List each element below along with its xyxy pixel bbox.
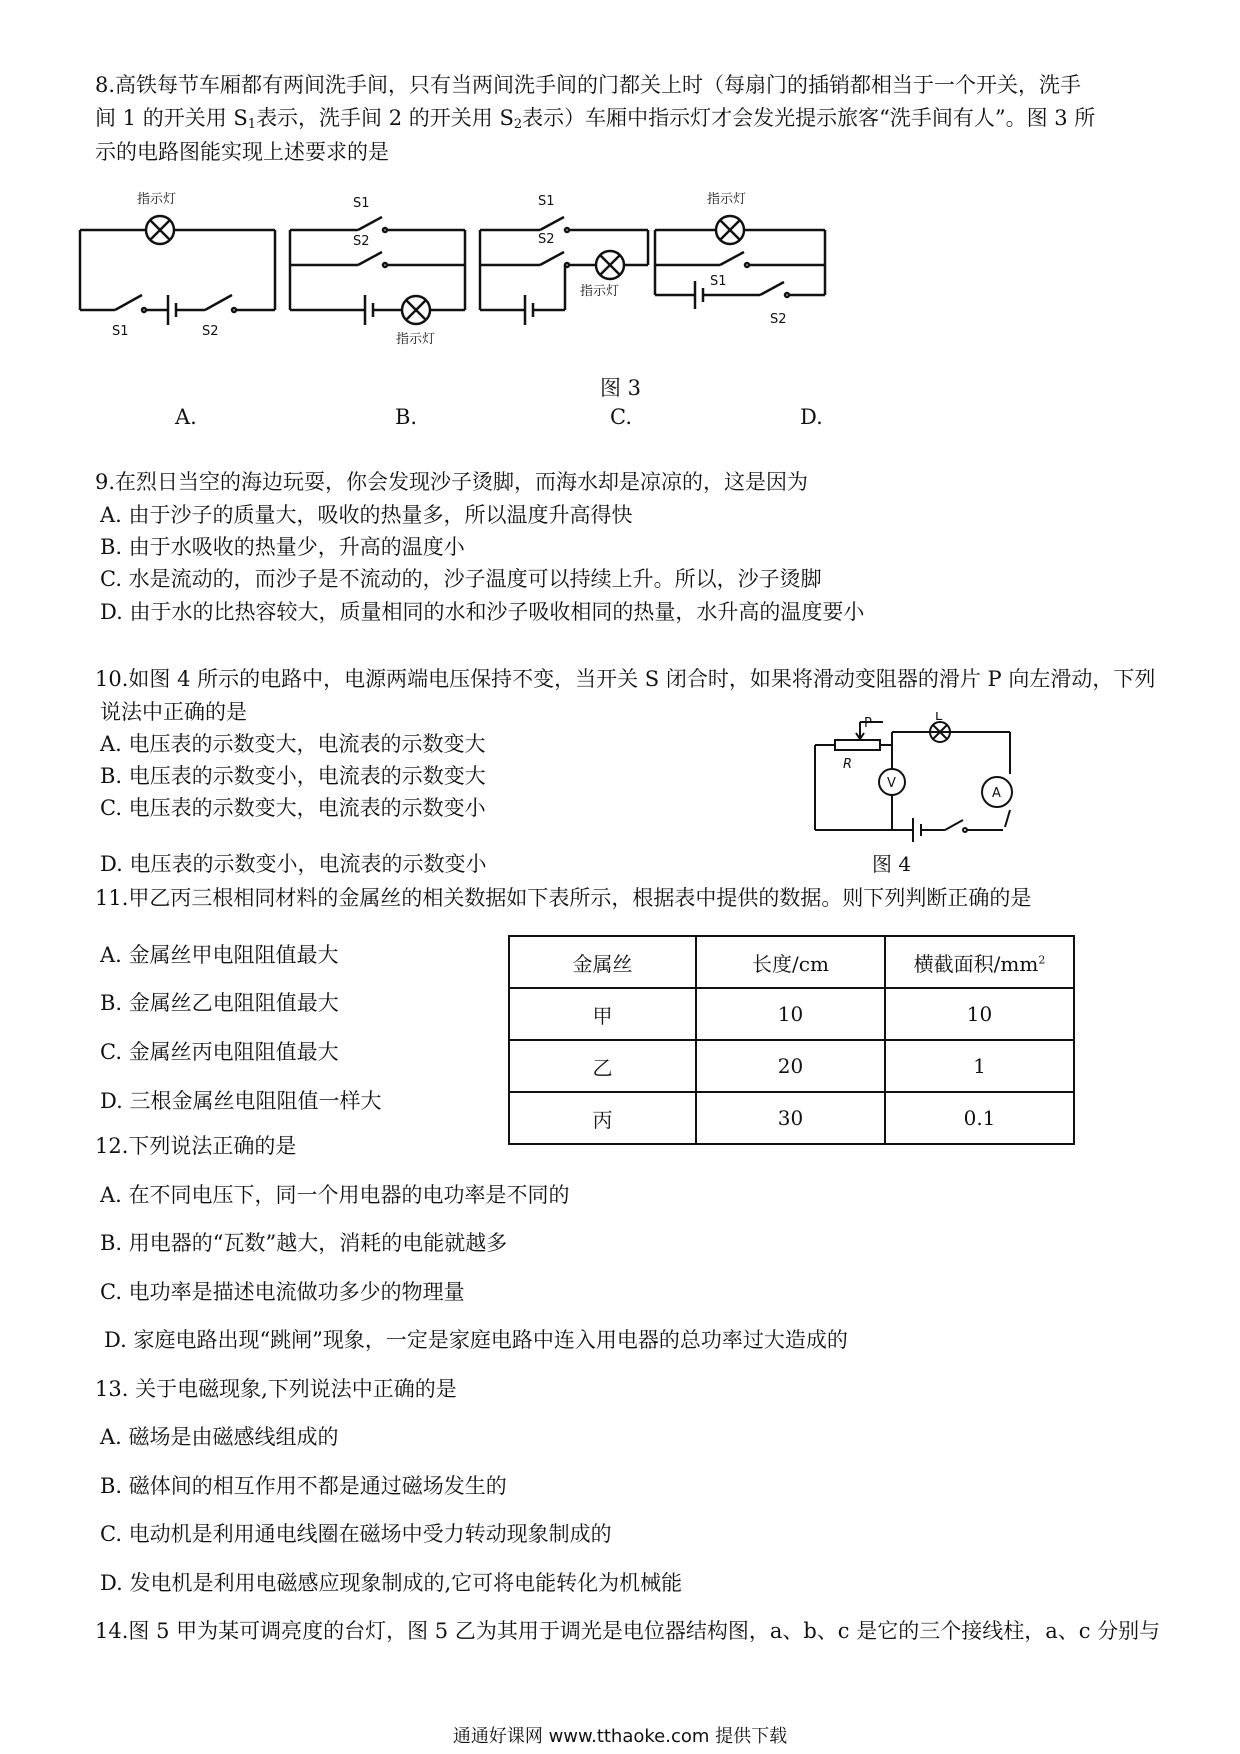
q9-stem: 9.在烈日当空的海边玩耍，你会发现沙子烫脚，而海水却是凉凉的，这是因为 [95,470,809,494]
table-cell: 0.1 [885,1092,1074,1144]
q8-stem-line1: 8.高铁每节车厢都有两间洗手间，只有当两间洗手间的门都关上时（每扇门的插销都相当于一个开关，洗手 [95,73,1082,97]
q13-stem: 13. 关于电磁现象,下列说法中正确的是 [95,1377,457,1401]
q10-stem-line1: 10.如图 4 所示的电路中，电源两端电压保持不变，当开关 S 闭合时，如果将滑动变阻器的滑片 P 向左滑动，下列 [95,667,1156,691]
circuit-b-s2-label: S2 [353,234,370,249]
table-cell: 甲 [509,988,696,1040]
q12-stem: 12.下列说法正确的是 [95,1134,297,1158]
footer-credit: 通通好课网 www.tthaoke.com 提供下载 [452,1726,788,1747]
table-row [509,988,1074,1040]
circuit-b-lamp-label: 指示灯 [396,332,436,347]
figure-3-circuits [70,185,950,355]
q10-option-a: A. 电压表的示数变大，电流表的示数变大 [100,732,486,756]
circuit-a-s1-label: S1 [112,324,129,339]
q9-option-c: C. 水是流动的，而沙子是不流动的，沙子温度可以持续上升。所以，沙子烫脚 [100,567,822,591]
q8-stem-line3: 示的电路图能实现上述要求的是 [95,140,389,164]
q11-option-d: D. 三根金属丝电阻阻值一样大 [100,1089,382,1113]
table-cell: 丙 [509,1092,696,1144]
q14-stem-line1: 14.图 5 甲为某可调亮度的台灯，图 5 乙为其用于调光是电位器结构图，a、b、c 是它的三个接线柱，a、c 分别与 [95,1619,1161,1643]
q12-option-a: A. 在不同电压下，同一个用电器的电功率是不同的 [100,1183,570,1207]
circuit-d-lamp-label: 指示灯 [707,192,747,207]
circuit-a-s2-label: S2 [202,324,219,339]
q8-stem-line2: 间 1 的开关用 $S_1$表示，洗手间 2 的开关用 $S_2$表示）车厢中指示灯才会发光提示旅客“洗手间有人”。图 3 所 [95,106,1096,132]
table-header-cell: 长度/cm [696,936,885,988]
q11-option-a: A. 金属丝甲电阻阻值最大 [100,943,339,967]
circuit-b [290,217,465,325]
table-cell: 30 [696,1092,885,1144]
q10-stem-line2: 说法中正确的是 [100,700,247,724]
circuit-d-s2-label: S2 [770,312,787,327]
q11-stem: 11.甲乙丙三根相同材料的金属丝的相关数据如下表所示，根据表中提供的数据。则下列判断正确的是 [95,886,1032,910]
q8-option-a: A. [175,405,197,429]
q12-option-d: D. 家庭电路出现“跳闸”现象，一定是家庭电路中连入用电器的总功率过大造成的 [104,1328,848,1352]
wire-data-table [508,935,1075,1145]
q13-option-c: C. 电动机是利用通电线圈在磁场中受力转动现象制成的 [100,1522,612,1546]
ammeter-label: A [992,786,1001,801]
circuit-a-lamp-label: 指示灯 [137,192,177,207]
table-header-row [509,936,1074,988]
q11-option-c: C. 金属丝丙电阻阻值最大 [100,1040,339,1064]
q10-option-c: C. 电压表的示数变大，电流表的示数变小 [100,796,486,820]
circuit-b-s1-label: S1 [353,196,370,211]
table-header-cell: 金属丝 [509,936,696,988]
circuit-d [655,216,825,309]
q8-option-d: D. [800,405,823,429]
table-cell: 20 [696,1040,885,1092]
table-cell: 10 [885,988,1074,1040]
q13-option-a: A. 磁场是由磁感线组成的 [100,1425,339,1449]
q13-option-d: D. 发电机是利用电磁感应现象制成的,它可将电能转化为机械能 [100,1571,683,1595]
q9-option-b: B. 由于水吸收的热量少，升高的温度小 [100,535,465,559]
q10-option-b: B. 电压表的示数变小，电流表的示数变大 [100,764,486,788]
circuit-c-lamp-label: 指示灯 [580,284,620,299]
table-cell: 1 [885,1040,1074,1092]
voltmeter-label: V [887,776,896,791]
circuit-d-s1-label: S1 [710,274,727,289]
q12-option-b: B. 用电器的“瓦数”越大，消耗的电能就越多 [100,1231,508,1255]
figure-4-circuit [795,712,1020,842]
q9-option-d: D. 由于水的比热容较大，质量相同的水和沙子吸收相同的热量，水升高的温度要小 [100,600,865,624]
q8-option-c: C. [610,405,632,429]
table-row [509,1040,1074,1092]
circuit-a [80,216,275,325]
figure-4-caption: 图 4 [872,852,912,876]
figure-3-caption: 图 3 [600,376,642,400]
circuit-c-s1-label: S1 [538,194,555,209]
q13-option-b: B. 磁体间的相互作用不都是通过磁场发生的 [100,1474,507,1498]
table-cell: 10 [696,988,885,1040]
circuit-c-s2-label: S2 [538,232,555,247]
table-row [509,1092,1074,1144]
table-cell: 乙 [509,1040,696,1092]
lamp-l-label: L [935,712,943,724]
slider-p-label: P [864,716,872,731]
q8-option-b: B. [395,405,418,429]
q10-option-d: D. 电压表的示数变小，电流表的示数变小 [100,852,487,876]
q11-option-b: B. 金属丝乙电阻阻值最大 [100,991,339,1015]
q12-option-c: C. 电功率是描述电流做功多少的物理量 [100,1280,465,1304]
circuit-c [480,217,648,325]
resistor-r-label: R [843,757,853,772]
q9-option-a: A. 由于沙子的质量大，吸收的热量多，所以温度升高得快 [100,503,633,527]
table-header-cell: 横截面积$/mm^2$ [885,936,1074,988]
